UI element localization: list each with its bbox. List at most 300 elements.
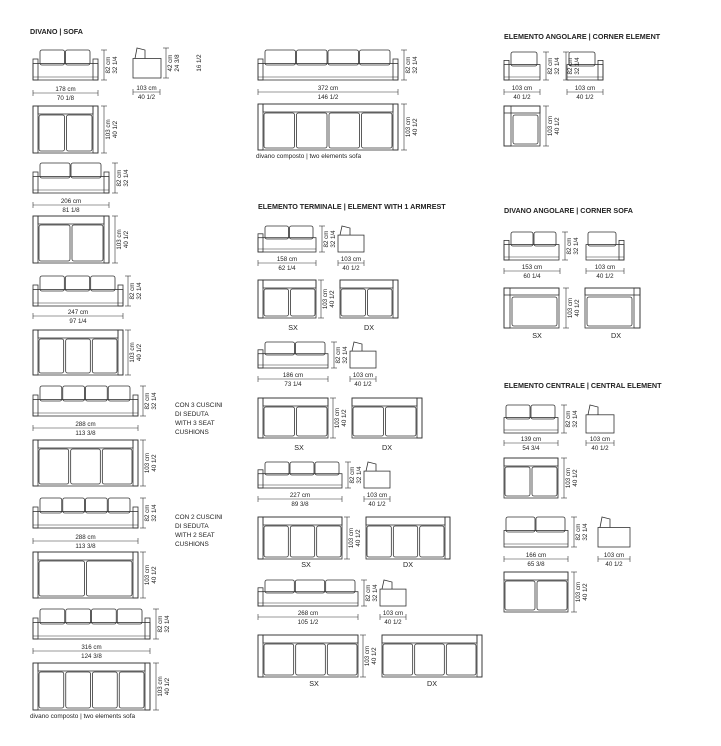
height-cm-label: 103 cm <box>116 229 123 250</box>
plan-outline <box>258 635 358 677</box>
plan-backrest <box>263 104 393 112</box>
back-cushion <box>66 609 91 624</box>
seat-cushion <box>39 339 64 373</box>
width-cm-label: 288 cm <box>75 534 96 541</box>
sofa-base <box>258 64 398 81</box>
height-inch-label: 40 1/2 <box>151 454 158 472</box>
corner-sofa-plan-dx <box>585 288 640 328</box>
plan-outline <box>33 106 98 153</box>
seat-cushion <box>102 449 132 484</box>
plan-arm-right <box>93 106 98 153</box>
sofa-front-view <box>33 498 138 528</box>
height-cm-label: 103 cm <box>547 115 554 137</box>
height-cm-label: 82 cm <box>335 346 342 364</box>
height-cm-label: 82 cm <box>566 237 573 255</box>
height-inch-label: 32 1/4 <box>164 615 171 633</box>
back-cushion <box>506 405 530 419</box>
width-cm-label: 206 cm <box>60 198 82 205</box>
height-inch-label: 40 1/2 <box>582 583 589 601</box>
plan-backrest <box>263 398 328 406</box>
plan-backrest <box>504 106 540 113</box>
height-cm-label: 82 cm <box>575 523 582 541</box>
seat-cushion <box>264 113 295 148</box>
height-inch-label: 40 1/2 <box>412 118 419 136</box>
width-cm-label: 268 cm <box>297 610 319 617</box>
seat-cushion <box>297 407 328 436</box>
plan-outline <box>258 280 316 318</box>
note-two-elements-sofa: divano composto | two elements sofa <box>256 153 362 160</box>
label-sx: SX <box>288 323 298 332</box>
seat-cushion <box>119 672 144 708</box>
sofa-front-view <box>33 386 138 416</box>
label-dx: DX <box>611 331 621 340</box>
seat-cushion <box>297 113 328 148</box>
height-cm-label: 103 cm <box>567 297 574 319</box>
seat-cushion <box>383 644 413 675</box>
height-inch-label: 40 1/2 <box>329 290 336 308</box>
plan-arm-left <box>258 104 263 150</box>
sofa-front-view <box>258 580 358 606</box>
height-inch-label: 32 1/4 <box>554 57 561 75</box>
height-inch-label: 40 1/2 <box>572 469 579 487</box>
plan-arm-left <box>33 330 38 375</box>
width-inch-label: 81 1/8 <box>62 207 80 214</box>
seat-cushion <box>513 115 538 144</box>
width-cm-label: 139 cm <box>520 436 542 443</box>
label-dx: DX <box>382 443 392 452</box>
plan-backrest <box>38 663 145 671</box>
back-cushion <box>40 498 62 513</box>
back-cushion <box>40 609 65 624</box>
sofa-front-view <box>504 52 540 80</box>
width-cm-label: 103 cm <box>382 610 404 617</box>
height-cm-label: 103 cm <box>322 288 329 310</box>
plan-outline <box>33 552 138 598</box>
width-inch-label: 40 1/2 <box>605 561 623 568</box>
sofa-front-view <box>258 462 342 488</box>
seat-cushion <box>290 526 314 557</box>
sofa-plan-view <box>33 663 150 710</box>
width-inch-label: 105 1/2 <box>297 619 319 626</box>
height-cm-label: 103 cm <box>565 467 572 489</box>
back-cushion <box>66 50 91 65</box>
plan-arm-left <box>33 663 38 710</box>
seat-cushion <box>264 289 289 316</box>
sofa-base <box>258 474 342 488</box>
note-three-seat-cushions: DI SEDUTA <box>175 411 209 418</box>
sofa-plan-view <box>258 280 316 318</box>
seat-cushion <box>393 526 417 557</box>
height-cm-label: 82 cm <box>565 410 572 428</box>
seat-cushion <box>296 644 326 675</box>
plan-arm-left <box>33 552 38 598</box>
label-dx: DX <box>427 679 437 688</box>
seat-cushion <box>39 225 70 261</box>
sofa-base <box>33 512 138 529</box>
sofa-plan-view <box>33 330 123 375</box>
plan-outline <box>33 216 109 263</box>
width-inch-label: 40 1/2 <box>384 619 402 626</box>
seat-cushion <box>505 467 530 496</box>
plan-backrest <box>38 440 133 448</box>
seat-cushion <box>537 581 567 610</box>
back-cushion <box>360 50 391 65</box>
width-cm-label: 103 cm <box>511 85 533 92</box>
back-cushion <box>290 462 314 475</box>
plan-backrest <box>263 635 358 643</box>
height-inch-label: 24 3/8 <box>174 54 181 72</box>
width-inch-label: 65 3/8 <box>527 561 545 568</box>
sofa-side-view <box>586 405 614 433</box>
seat-cushion <box>66 339 91 373</box>
width-cm-label: 103 cm <box>352 372 374 379</box>
sofa-base <box>504 245 559 260</box>
height-cm-label: 103 cm <box>129 342 136 363</box>
sofa-base <box>258 592 358 606</box>
plan-outline <box>33 330 123 375</box>
width-inch-label: 62 1/4 <box>278 265 296 272</box>
back-cushion <box>86 498 108 513</box>
sofa-front-view <box>258 50 398 80</box>
sofa-side-view <box>338 226 364 252</box>
plan-outline <box>504 572 568 612</box>
sofa-base <box>504 418 558 433</box>
back-cushion <box>296 342 326 355</box>
width-cm-label: 247 cm <box>67 309 89 316</box>
plan-backrest <box>263 280 316 288</box>
height-cm-label: 82 cm <box>105 56 112 74</box>
width-inch-label: 40 1/2 <box>137 94 156 101</box>
plan-arm-right <box>133 552 138 598</box>
width-inch-label: 40 1/2 <box>596 273 614 280</box>
side-back-cushion <box>600 517 610 528</box>
plan-arm-left <box>258 398 263 438</box>
plan-backrest <box>38 330 118 338</box>
note-three-seat-cushions: CON 3 CUSCINI <box>175 402 223 409</box>
sofa-plan-view <box>504 572 568 612</box>
height-cm-label: 82 cm <box>567 57 574 75</box>
height-inch-label: 40 1/2 <box>341 409 348 427</box>
sofa-front-view <box>33 276 123 306</box>
seat-cushion <box>71 449 101 484</box>
height-inch-label: 32 1/4 <box>574 57 581 75</box>
back-cushion <box>40 276 64 291</box>
sofa-base <box>33 290 123 307</box>
note-two-seat-cushions: WITH 2 SEAT <box>175 532 215 539</box>
sofa-base <box>33 623 150 640</box>
sofa-front-view <box>258 226 316 252</box>
back-cushion <box>86 386 108 401</box>
height-cm-label: 103 cm <box>575 581 582 603</box>
back-cushion <box>108 498 130 513</box>
side-body <box>133 59 161 79</box>
height-cm-label: 103 cm <box>348 527 355 549</box>
sofa-plan-view <box>33 216 109 263</box>
height-inch-label: 32 1/4 <box>573 237 580 255</box>
sofa-front-view <box>504 232 559 260</box>
seat-cushion <box>317 526 341 557</box>
height-inch-label: 40 1/2 <box>136 343 143 362</box>
plan-arm-left <box>504 106 511 146</box>
plan-outline <box>258 398 328 438</box>
plan-backrest <box>352 398 417 406</box>
seat-cushion <box>264 407 295 436</box>
width-cm-label: 158 cm <box>276 256 298 263</box>
section-title-terminal: ELEMENTO TERMINALE | ELEMENT WITH 1 ARMREST <box>258 202 446 211</box>
seat-cushion <box>39 672 64 708</box>
width-inch-label: 146 1/2 <box>317 94 339 101</box>
back-cushion <box>92 609 117 624</box>
height-inch-label: 40 1/2 <box>574 299 581 317</box>
seat-cushion <box>587 297 632 326</box>
sofa-plan-view <box>33 106 98 153</box>
sofa-front-view <box>33 163 109 193</box>
width-cm-label: 103 cm <box>340 256 362 263</box>
plan-outline <box>504 458 558 498</box>
height-inch-label: 40 1/2 <box>151 566 158 584</box>
height-cm-label: 82 cm <box>157 615 164 633</box>
width-inch-label: 113 3/8 <box>75 543 96 550</box>
seat-cushion <box>264 644 294 675</box>
sofa-plan-view <box>258 517 342 559</box>
back-cushion <box>63 386 85 401</box>
sofa-base <box>33 177 109 194</box>
seat-cushion <box>386 407 417 436</box>
side-body <box>380 589 406 606</box>
label-sx: SX <box>294 443 304 452</box>
width-cm-label: 103 cm <box>574 85 596 92</box>
note-two-seat-cushions: DI SEDUTA <box>175 523 209 530</box>
width-cm-label: 227 cm <box>289 492 311 499</box>
back-cushion <box>295 580 324 593</box>
sofa-front-view <box>504 517 568 547</box>
width-inch-label: 97 1/4 <box>69 318 87 325</box>
back-cushion <box>63 498 85 513</box>
seat-cushion <box>415 644 445 675</box>
seat-cushion <box>67 115 93 151</box>
section-title-central: ELEMENTO CENTRALE | CENTRAL ELEMENT <box>504 381 662 390</box>
back-cushion <box>326 580 355 593</box>
sofa-base <box>33 400 138 417</box>
plan-arm-left <box>33 440 38 486</box>
arm-height-inch-label: 16 1/2 <box>196 54 203 72</box>
plan-outline <box>258 517 342 559</box>
height-inch-label: 32 1/4 <box>356 466 363 484</box>
plan-backrest <box>366 517 445 525</box>
plan-arm-right <box>477 635 482 677</box>
note-two-seat-cushions: CUSHIONS <box>175 541 209 548</box>
seat-cushion <box>362 113 393 148</box>
seat-cushion <box>420 526 444 557</box>
sofa-base <box>258 238 316 252</box>
width-cm-label: 288 cm <box>75 421 96 428</box>
sofa-plan-view <box>340 280 398 318</box>
height-cm-label: 42 cm <box>167 54 174 72</box>
seat-cushion <box>39 561 85 596</box>
plan-arm-left <box>33 106 38 153</box>
plan-arm-right <box>417 398 422 438</box>
sofa-base <box>504 531 568 548</box>
sofa-plan-view <box>258 398 328 438</box>
seat-cushion <box>353 407 384 436</box>
label-dx: DX <box>403 560 413 569</box>
back-cushion <box>511 52 537 66</box>
sofa-front-view <box>33 609 150 639</box>
sofa-base <box>586 245 624 260</box>
height-inch-label: 32 1/4 <box>112 56 119 74</box>
plan-outline <box>258 104 398 150</box>
height-inch-label: 32 1/4 <box>151 504 158 522</box>
back-cushion <box>536 517 565 532</box>
width-inch-label: 40 1/2 <box>591 445 609 452</box>
sofa-plan-view <box>33 552 138 598</box>
sofa-front-view <box>258 342 328 368</box>
height-inch-label: 32 1/4 <box>582 523 589 541</box>
sofa-plan-view <box>258 104 398 150</box>
width-cm-label: 316 cm <box>81 644 102 651</box>
height-cm-label: 103 cm <box>157 676 164 697</box>
width-cm-label: 166 cm <box>525 552 547 559</box>
height-cm-label: 103 cm <box>334 407 341 429</box>
sofa-plan-view <box>33 440 138 486</box>
plan-arm-right <box>634 288 640 328</box>
height-cm-label: 103 cm <box>105 119 112 140</box>
sofa-plan-view <box>352 398 422 438</box>
note-three-seat-cushions: WITH 3 SEAT <box>175 420 215 427</box>
height-inch-label: 32 1/4 <box>330 230 337 248</box>
section-title-sofa: DIVANO | SOFA <box>30 27 83 36</box>
width-inch-label: 40 1/2 <box>576 94 594 101</box>
height-cm-label: 103 cm <box>405 116 412 138</box>
width-inch-label: 60 1/4 <box>523 273 541 280</box>
plan-backrest <box>38 216 104 224</box>
label-sx: SX <box>301 560 311 569</box>
plan-arm-right <box>145 663 150 710</box>
back-cushion <box>328 50 359 65</box>
back-cushion <box>265 462 289 475</box>
height-inch-label: 40 1/2 <box>355 529 362 547</box>
corner-element-plan <box>504 106 540 146</box>
sofa-side-view <box>364 462 390 488</box>
side-back-cushion <box>588 405 598 415</box>
width-inch-label: 40 1/2 <box>513 94 531 101</box>
height-cm-label: 82 cm <box>547 57 554 75</box>
plan-backrest <box>38 552 133 560</box>
seat-cushion <box>367 526 391 557</box>
plan-backrest <box>340 280 393 288</box>
label-sx: SX <box>532 331 542 340</box>
sofa-base <box>258 354 328 368</box>
height-inch-label: 32 1/4 <box>572 410 579 428</box>
width-inch-label: 40 1/2 <box>354 381 372 388</box>
plan-outline <box>33 663 150 710</box>
height-inch-label: 40 1/2 <box>371 647 378 665</box>
side-body <box>364 471 390 488</box>
width-inch-label: 40 1/2 <box>342 265 360 272</box>
seat-cushion <box>87 561 133 596</box>
side-body <box>598 528 630 548</box>
height-cm-label: 103 cm <box>144 564 151 586</box>
back-cushion <box>108 386 130 401</box>
label-dx: DX <box>364 323 374 332</box>
width-cm-label: 153 cm <box>521 264 543 271</box>
width-cm-label: 103 cm <box>589 436 611 443</box>
width-inch-label: 113 3/8 <box>75 430 96 437</box>
label-sx: SX <box>309 679 319 688</box>
height-inch-label: 32 1/4 <box>151 392 158 410</box>
back-cushion <box>40 386 62 401</box>
plan-backrest <box>504 458 558 466</box>
side-back-cushion <box>340 226 350 235</box>
side-back-cushion <box>352 342 362 351</box>
seat-cushion <box>66 672 91 708</box>
side-back-cushion <box>366 462 376 471</box>
plan-arm-right <box>393 104 398 150</box>
width-inch-label: 40 1/2 <box>368 501 386 508</box>
back-cushion <box>117 609 142 624</box>
sofa-side-view <box>350 342 376 368</box>
seat-cushion <box>512 297 557 326</box>
width-inch-label: 89 3/8 <box>291 501 309 508</box>
plan-arm-right <box>445 517 450 559</box>
plan-outline <box>504 106 540 146</box>
note-two-elements-sofa: divano composto | two elements sofa <box>30 713 136 720</box>
height-cm-label: 82 cm <box>144 392 151 410</box>
seat-cushion <box>92 339 117 373</box>
width-cm-label: 103 cm <box>603 552 625 559</box>
height-cm-label: 82 cm <box>116 169 123 187</box>
seat-cushion <box>446 644 476 675</box>
plan-arm-left <box>504 288 510 328</box>
width-inch-label: 73 1/4 <box>284 381 302 388</box>
height-cm-label: 82 cm <box>144 504 151 522</box>
sofa-side-view <box>380 580 406 606</box>
height-cm-label: 82 cm <box>365 584 372 602</box>
seat-cushion <box>291 289 316 316</box>
back-cushion <box>265 342 295 355</box>
back-cushion <box>265 226 289 239</box>
height-cm-label: 103 cm <box>364 645 371 667</box>
back-cushion <box>506 517 535 532</box>
plan-backrest <box>504 572 568 580</box>
width-inch-label: 70 1/8 <box>56 95 75 102</box>
plan-arm-right <box>118 330 123 375</box>
back-cushion <box>511 232 533 246</box>
back-cushion <box>297 50 328 65</box>
height-inch-label: 40 1/2 <box>112 120 119 139</box>
height-inch-label: 32 1/4 <box>372 584 379 602</box>
height-inch-label: 40 1/2 <box>164 677 171 696</box>
width-cm-label: 103 cm <box>366 492 388 499</box>
plan-arm-right <box>393 280 398 318</box>
plan-outline <box>33 440 138 486</box>
width-cm-label: 186 cm <box>282 372 304 379</box>
back-cushion <box>531 405 555 419</box>
seat-cushion <box>93 672 118 708</box>
plan-backrest <box>585 288 640 295</box>
side-body <box>338 235 364 252</box>
back-cushion <box>91 276 115 291</box>
section-title-corner-sofa: DIVANO ANGOLARE | CORNER SOFA <box>504 206 633 215</box>
width-cm-label: 103 cm <box>136 85 157 92</box>
side-body <box>586 415 614 433</box>
seat-cushion <box>72 225 103 261</box>
back-cushion <box>315 462 339 475</box>
height-inch-label: 32 1/4 <box>342 346 349 364</box>
height-inch-label: 40 1/2 <box>123 230 130 249</box>
width-cm-label: 372 cm <box>317 85 339 92</box>
height-inch-label: 32 1/4 <box>412 56 419 74</box>
